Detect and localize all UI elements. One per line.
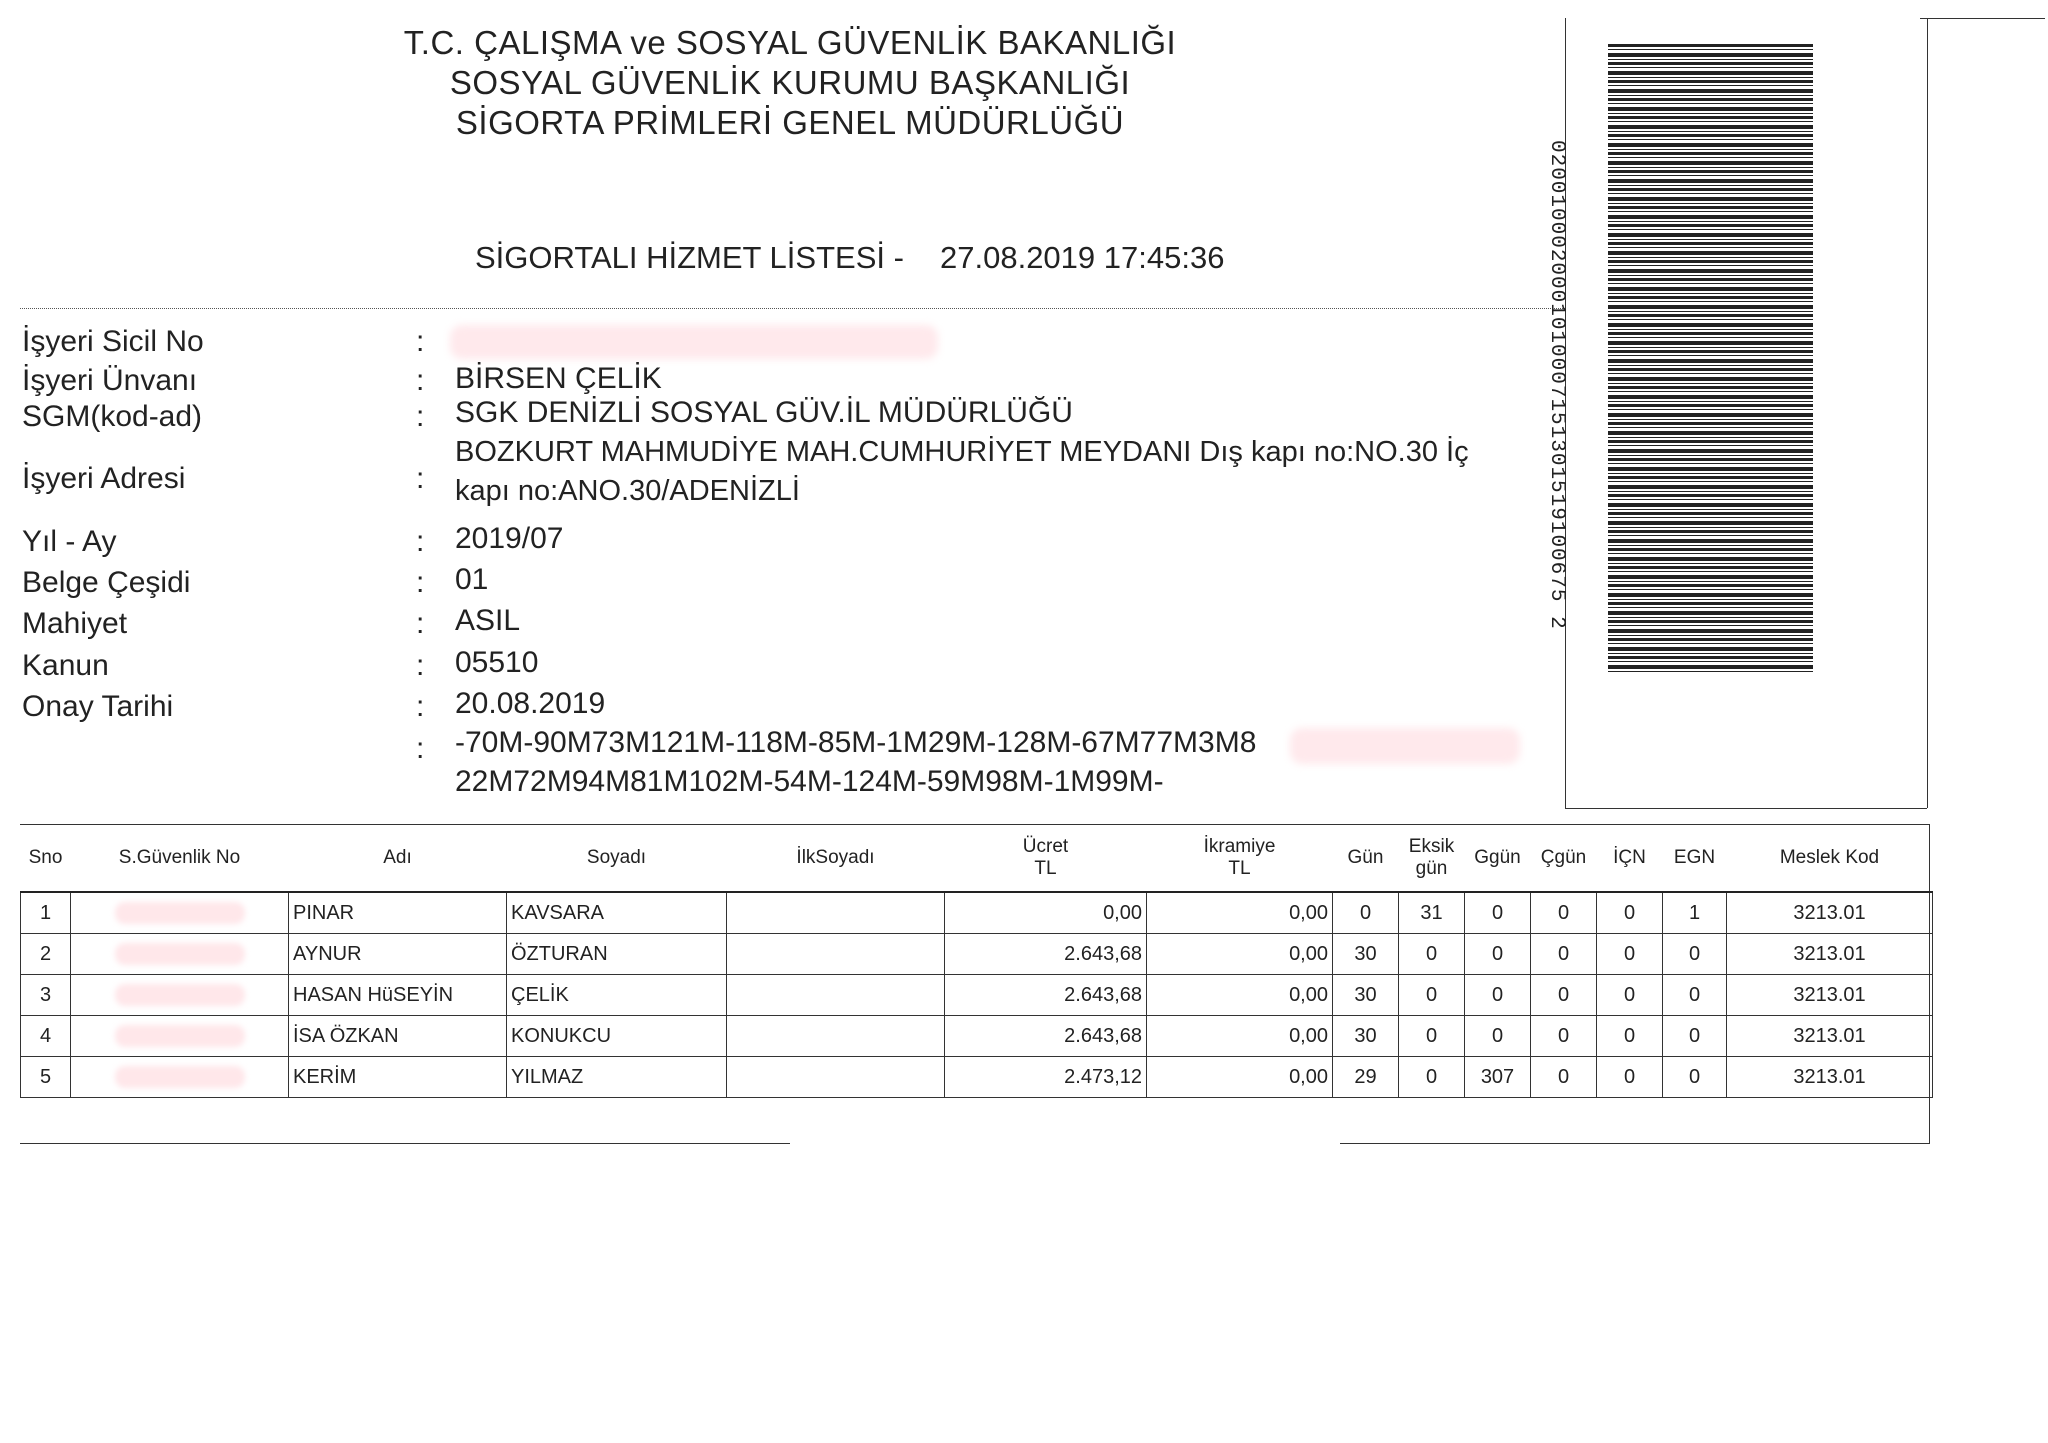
cell-ucret: 2.643,68 <box>945 934 1147 975</box>
col-ikramiye: İkramiye TL <box>1203 836 1276 879</box>
cell-sgno <box>71 1057 289 1098</box>
sgm-label: SGM(kod-ad) <box>22 400 203 433</box>
cell-eksik: 0 <box>1399 975 1465 1016</box>
directorate-title: SİGORTA PRİMLERİ GENEL MÜDÜRLÜĞÜ <box>455 104 1125 141</box>
cell-ggun: 0 <box>1465 934 1531 975</box>
cell-ilksoyadi <box>727 975 945 1016</box>
cell-adi: KERİM <box>289 1057 507 1098</box>
mahiyet-value: ASIL <box>455 604 521 637</box>
cell-cgun: 0 <box>1531 1057 1597 1098</box>
barcode-image <box>1608 44 1813 672</box>
cell-eksik: 0 <box>1399 1057 1465 1098</box>
colon: : <box>416 400 425 433</box>
institution-title: SOSYAL GÜVENLİK KURUMU BAŞKANLIĞI <box>449 64 1131 101</box>
adres-line-2: kapı no:ANO.30/ADENİZLİ <box>455 475 800 507</box>
cell-sno: 4 <box>21 1016 71 1057</box>
colon: : <box>416 732 425 765</box>
unvan-label: İşyeri Ünvanı <box>22 364 198 397</box>
table-bottom-line-right <box>1340 1143 1930 1144</box>
cell-adi: AYNUR <box>289 934 507 975</box>
redacted-code-tail <box>1290 728 1520 764</box>
cell-ilksoyadi <box>727 892 945 934</box>
cell-gun: 30 <box>1333 1016 1399 1057</box>
sicil-label: İşyeri Sicil No <box>22 325 204 358</box>
redacted-sgno <box>115 1066 245 1088</box>
table-header-row <box>21 825 1933 892</box>
barcode-border-bottom <box>1565 808 1927 809</box>
redacted-sgno <box>115 902 245 924</box>
belge-label: Belge Çeşidi <box>22 566 191 599</box>
kanun-value: 05510 <box>455 646 539 679</box>
cell-cgun: 0 <box>1531 892 1597 934</box>
yil-label: Yıl - Ay <box>22 525 117 558</box>
cell-eksik: 0 <box>1399 1016 1465 1057</box>
cell-eksik: 31 <box>1399 892 1465 934</box>
adres-line-1: BOZKURT MAHMUDİYE MAH.CUMHURİYET MEYDANI Dış kapı no:NO.30 İç <box>455 436 1469 468</box>
col-adi: Adı <box>383 847 412 868</box>
insured-service-table <box>20 825 1933 1098</box>
cell-ggun: 0 <box>1465 975 1531 1016</box>
table-row <box>21 892 1933 934</box>
cell-ilksoyadi <box>727 1016 945 1057</box>
cell-sno: 1 <box>21 892 71 934</box>
table-row <box>21 975 1933 1016</box>
col-ucret: Ücret TL <box>1022 836 1069 879</box>
cell-soyadi: YILMAZ <box>507 1057 727 1098</box>
adres-label: İşyeri Adresi <box>22 462 186 495</box>
cell-adi: HASAN HüSEYİN <box>289 975 507 1016</box>
cell-ilksoyadi <box>727 934 945 975</box>
cell-ikramiye: 0,00 <box>1147 1057 1333 1098</box>
cell-ucret: 2.643,68 <box>945 975 1147 1016</box>
list-title: SİGORTALI HİZMET LİSTESİ - <box>475 240 904 275</box>
colon: : <box>416 364 425 397</box>
col-ilksoyadi: İlkSoyadı <box>796 847 875 868</box>
cell-cgun: 0 <box>1531 975 1597 1016</box>
cell-egn: 0 <box>1663 1016 1727 1057</box>
cell-egn: 1 <box>1663 892 1727 934</box>
cell-ggun: 307 <box>1465 1057 1531 1098</box>
list-datetime: 27.08.2019 17:45:36 <box>940 240 1225 275</box>
top-right-line <box>1920 18 2045 19</box>
cell-ucret: 0,00 <box>945 892 1147 934</box>
cell-soyadi: ÇELİK <box>507 975 727 1016</box>
table-row <box>21 934 1933 975</box>
mahiyet-label: Mahiyet <box>22 607 128 640</box>
cell-cgun: 0 <box>1531 934 1597 975</box>
cell-sno: 2 <box>21 934 71 975</box>
cell-ikramiye: 0,00 <box>1147 1016 1333 1057</box>
cell-icn: 0 <box>1597 934 1663 975</box>
col-icn: İÇN <box>1613 847 1646 868</box>
cell-eksik: 0 <box>1399 934 1465 975</box>
cell-ikramiye: 0,00 <box>1147 975 1333 1016</box>
unvan-value: BİRSEN ÇELİK <box>455 362 662 395</box>
table-row <box>21 1057 1933 1098</box>
colon: : <box>416 607 425 640</box>
kanun-label: Kanun <box>22 649 109 682</box>
onay-value: 20.08.2019 <box>455 687 606 720</box>
cell-gun: 0 <box>1333 892 1399 934</box>
cell-egn: 0 <box>1663 1057 1727 1098</box>
cell-ucret: 2.473,12 <box>945 1057 1147 1098</box>
col-eksik: Eksik gün <box>1408 836 1455 879</box>
cell-cgun: 0 <box>1531 1016 1597 1057</box>
code-line-1: -70M-90M73M121M-118M-85M-1M29M-128M-67M77M3M8 <box>455 726 1257 759</box>
code-line-2: 22M72M94M81M102M-54M-124M-59M98M-1M99M- <box>455 765 1164 798</box>
cell-gun: 29 <box>1333 1057 1399 1098</box>
redacted-sgno <box>115 1025 245 1047</box>
col-meslek: Meslek Kod <box>1779 847 1880 868</box>
cell-soyadi: ÖZTURAN <box>507 934 727 975</box>
cell-sgno <box>71 934 289 975</box>
colon: : <box>416 525 425 558</box>
colon: : <box>416 462 425 495</box>
cell-egn: 0 <box>1663 934 1727 975</box>
cell-icn: 0 <box>1597 892 1663 934</box>
col-sgno: S.Güvenlik No <box>118 847 241 868</box>
col-gun: Gün <box>1347 847 1384 868</box>
table-bottom-line-left <box>20 1143 790 1144</box>
cell-meslek: 3213.01 <box>1727 975 1933 1016</box>
sgm-value: SGK DENİZLİ SOSYAL GÜV.İL MÜDÜRLÜĞÜ <box>455 396 1073 429</box>
cell-ikramiye: 0,00 <box>1147 892 1333 934</box>
cell-soyadi: KONUKCU <box>507 1016 727 1057</box>
cell-icn: 0 <box>1597 1016 1663 1057</box>
barcode-border-right <box>1927 18 1928 808</box>
header-divider <box>20 308 1565 309</box>
cell-icn: 0 <box>1597 1057 1663 1098</box>
redacted-sgno <box>115 943 245 965</box>
colon: : <box>416 566 425 599</box>
colon: : <box>416 649 425 682</box>
colon: : <box>416 325 425 358</box>
cell-sno: 3 <box>21 975 71 1016</box>
cell-ggun: 0 <box>1465 1016 1531 1057</box>
col-soyadi: Soyadı <box>586 847 647 868</box>
cell-adi: İSA ÖZKAN <box>289 1016 507 1057</box>
ministry-title: T.C. ÇALIŞMA ve SOSYAL GÜVENLİK BAKANLIĞI <box>403 24 1177 61</box>
col-cgun: Çgün <box>1540 847 1587 868</box>
belge-value: 01 <box>455 563 489 596</box>
cell-gun: 30 <box>1333 934 1399 975</box>
cell-sgno <box>71 892 289 934</box>
col-ggun: Ggün <box>1474 847 1521 868</box>
cell-sgno <box>71 975 289 1016</box>
cell-icn: 0 <box>1597 975 1663 1016</box>
redacted-sgno <box>115 984 245 1006</box>
cell-meslek: 3213.01 <box>1727 892 1933 934</box>
cell-egn: 0 <box>1663 975 1727 1016</box>
cell-ikramiye: 0,00 <box>1147 934 1333 975</box>
yil-value: 2019/07 <box>455 522 564 555</box>
cell-sgno <box>71 1016 289 1057</box>
col-sno: Sno <box>28 847 63 868</box>
onay-label: Onay Tarihi <box>22 690 174 723</box>
cell-meslek: 3213.01 <box>1727 934 1933 975</box>
barcode-number: 0200100020001010007151301519100675 2 <box>1545 140 1568 630</box>
cell-ucret: 2.643,68 <box>945 1016 1147 1057</box>
cell-soyadi: KAVSARA <box>507 892 727 934</box>
cell-gun: 30 <box>1333 975 1399 1016</box>
colon: : <box>416 690 425 723</box>
cell-adi: PINAR <box>289 892 507 934</box>
col-egn: EGN <box>1673 847 1716 868</box>
redacted-sicil-value <box>450 325 938 359</box>
cell-meslek: 3213.01 <box>1727 1016 1933 1057</box>
cell-ilksoyadi <box>727 1057 945 1098</box>
table-row <box>21 1016 1933 1057</box>
cell-meslek: 3213.01 <box>1727 1057 1933 1098</box>
cell-sno: 5 <box>21 1057 71 1098</box>
cell-ggun: 0 <box>1465 892 1531 934</box>
